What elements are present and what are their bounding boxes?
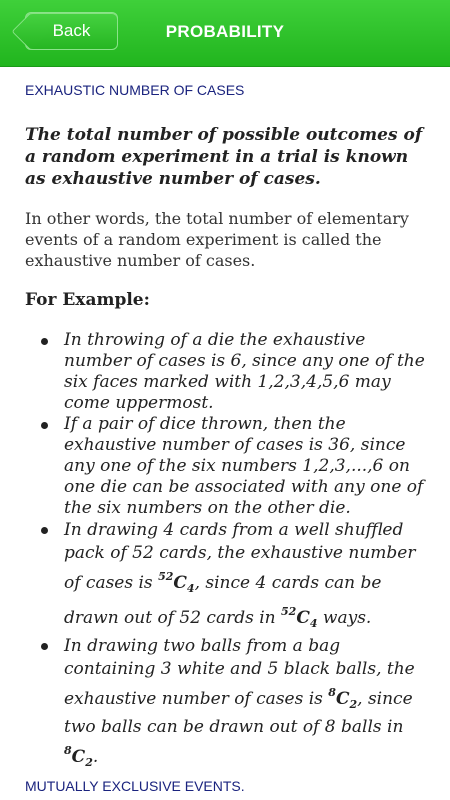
bullet-icon	[41, 422, 48, 429]
example-text-mid: , since 4 cards can be drawn out of 52 cards in	[64, 573, 382, 628]
list-item	[25, 519, 425, 635]
section-heading-exhaustive: EXHAUSTIC NUMBER OF CASES	[25, 82, 245, 98]
section-heading-mutually-exclusive: MUTUALLY EXCLUSIVE EVENTS.	[25, 778, 245, 794]
example-text: If a pair of dice thrown, then the exhaustive number of cases is 36, since any one of the six numbers 1,2,3,...,6 on one die can be associated with any one of the six numbers on the other die.	[64, 414, 424, 518]
example-text: In throwing of a die the exhaustive number of cases is 6, since any one of the six faces marked with 1,2,3,4,5,6 may come uppermost.	[64, 330, 425, 413]
back-button-label: Back	[52, 21, 91, 40]
example-heading: For Example:	[25, 290, 150, 310]
example-text-mid: , since two balls can be drawn out of 8 balls in	[64, 689, 413, 737]
combination-formula: $^{52}C_4$	[158, 570, 195, 595]
combination-formula: $^8C_2$	[64, 744, 93, 769]
bullet-icon	[41, 643, 48, 650]
examples-list	[25, 330, 425, 774]
top-bar	[0, 0, 450, 67]
combination-formula: $^8C_2$	[328, 686, 358, 711]
example-text-pre: In drawing two balls from a bag containing 3 white and 5 black balls, the exhaustive number of cases is	[64, 636, 415, 709]
explanation-paragraph: In other words, the total number of elementary events of a random experiment is called the exhaustive number of cases.	[25, 209, 409, 270]
example-text-post: ways.	[317, 608, 372, 628]
list-item	[25, 635, 425, 774]
list-item	[25, 414, 425, 519]
bullet-icon	[41, 338, 48, 345]
combination-formula: $^{52}C_4$	[281, 605, 318, 630]
page-title: PROBABILITY	[165, 22, 285, 41]
definition-text: The total number of possible outcomes of a random experiment in a trial is known as exhaustive number of cases.	[25, 125, 423, 189]
example-text-post: .	[92, 747, 99, 767]
example-text-pre: In drawing 4 cards from a well shuffled pack of 52 cards, the exhaustive number of cases is	[64, 520, 416, 593]
list-item	[25, 330, 425, 414]
bullet-icon	[41, 527, 48, 534]
